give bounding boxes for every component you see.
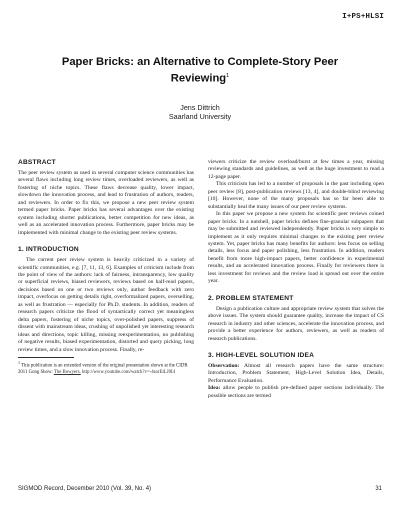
footnote	[18, 360, 194, 376]
intro-paragraph-3: In this paper we propose a new system for scientific peer reviews coined paper bricks. In a nutshell, paper bricks defines fine-granular subpapers that may be submitted and reviewed independently. Paper bricks is very simple to implement as it only requires minimal changes to the existing peer review system. Yet, paper bricks has many benefits for authors: less focus on selling details, less focus and paper polishing, less frustration. In addition, readers benefit from more high-impact papers, better confidence in experimental results, and an accelerated innovation process. Finally for reviewers there is less investment for reviews and the review load is spread out over the entire year.	[208, 211, 384, 285]
idea-term: Idea:	[208, 385, 221, 392]
problem-statement-body: Design a publication culture and appropriate review system that solves the above issues. The system should guarantee quality, increase the impact of CS research in industry and other sciences, accelerate the innovation process, and provide a better experience for authors, reviewers, as well as readers of research publications.	[208, 305, 384, 342]
footnote-url[interactable]: http://www.youtube.com/watch?v=-4sorEtLJ0I4	[81, 369, 175, 375]
footnote-text: This publication is an extended version of the original presentation shown at the CIDR 2011 Gong Show:	[18, 363, 188, 375]
footnote-rule	[18, 357, 74, 358]
footer-venue: SIGMOD Record, December 2010 (Vol. 39, No. 4)	[18, 486, 152, 492]
abstract-heading: ABSTRACT	[18, 159, 56, 166]
paper-title	[40, 55, 360, 86]
author-affiliation: Saarland University	[168, 112, 232, 122]
solution-idea-heading: 3. HIGH-LEVEL SOLUTION IDEA	[208, 351, 315, 359]
title-footnote-mark: 1	[226, 73, 230, 79]
problem-statement-heading: 2. PROBLEM STATEMENT	[208, 294, 294, 302]
intro-paragraph-2: This criticism has led to a number of proposals in the past including open peer review [8], post-publication reviews [13, 4], and double-blind reviewing [10]. However, none of the many proposals has so far been able to substantially heal the many issues of our peer review systems.	[208, 181, 384, 210]
intro-continued: viewers criticize the review overload/burst at few times a year, missing reviewing standards and guidelines, as well as the huge investment to read a 12-page paper.	[208, 159, 384, 180]
right-column	[208, 159, 384, 400]
footnote-link-label[interactable]: The Bowyers.	[53, 369, 81, 375]
idea-body: allow people to publish pre-defined paper sections individually. The possible sections are termed	[208, 385, 384, 399]
observation-term: Observation:	[208, 362, 240, 369]
left-column	[18, 158, 194, 376]
introduction-body: The current peer review system is heavily criticized in a variety of scientific communities, e.g. [7, 11, 13, 6]. Examples of criticism include from the point of view of the authors: lack of fairness, intransparency, low quality or superficial reviews, biased reviewers, reviews based on half-read papers, decisions based on one or two reviews only, author feedback with zero impact, overfocus on getting details right, overformalized papers, overselling, as well as frustration — especially for Ph.D. students. In addition, readers of research papers criticize the flood of syntactically correct yet meaningless delta papers, fostering of niche topics, over-polished papers, suppress of dissent with mainstream ideas, crushing of unpolished yet interesting research ideas and directions, topic killing, missing reexperimentation, no publishing of negative results, biased experimentation, distorted and query picking, long review times, and a slow innovation process. Finally, re-	[18, 257, 194, 353]
introduction-heading: 1. INTRODUCTION	[18, 246, 79, 254]
corner-tag: I+PS+HLSI	[342, 13, 384, 21]
observation-body: Almost all research papers have the same structure: Introduction, Problem Statement, High-Level Solution Idea, Details, Performance Evaluation.	[208, 362, 385, 384]
author-block	[40, 103, 360, 122]
footer-page-number: 31	[375, 486, 382, 492]
footnote-mark: 1	[18, 359, 20, 365]
observation-paragraph	[208, 363, 384, 385]
idea-paragraph	[208, 385, 384, 400]
author-name: Jens Dittrich	[180, 103, 220, 112]
abstract-body: The peer review system as used in several computer science communities has several flaws including long review times, overloaded reviewers, as well as fostering of niche topics. These flaws decrease quality, lower impact, slowdown the innovation process, and lead to frustration of authors, readers, and reviewers. In order to fix this, we propose a new peer review system termed paper bricks. Paper bricks has several advantages over the existing system including shorter publications, better competition for new ideas, as well as an accelerated innovation process. Furthermore, paper bricks may be implemented with minimal change to the existing peer review systems.	[18, 170, 194, 236]
paper-title-text: Paper Bricks: an Alternative to Complete-Story Peer Reviewing	[61, 56, 339, 85]
